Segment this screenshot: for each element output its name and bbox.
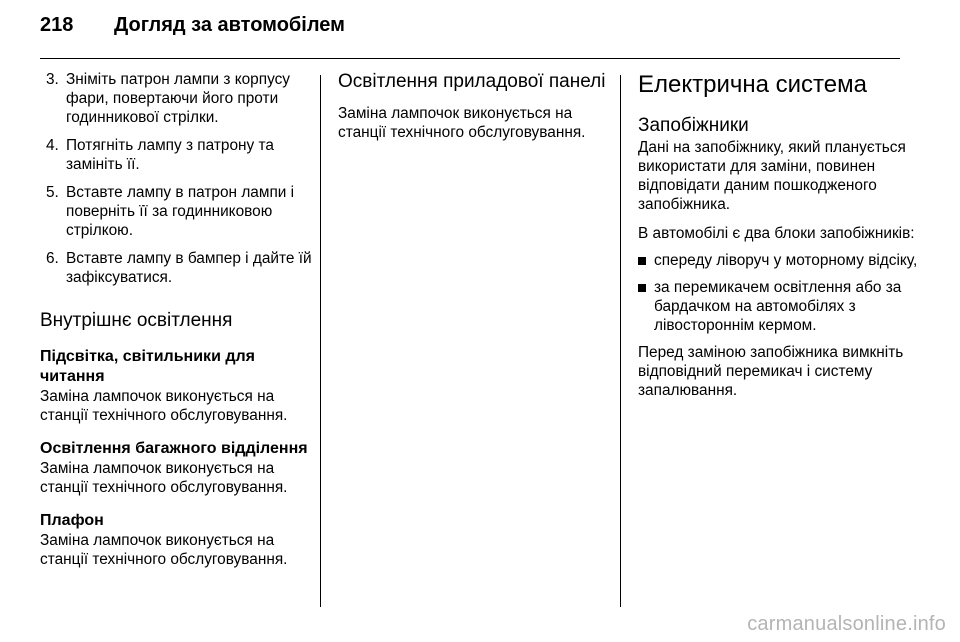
step-item bbox=[40, 183, 312, 240]
step-number: 4. bbox=[46, 137, 59, 154]
step-item bbox=[40, 249, 312, 287]
interior-lighting-heading: Внутрішнє освітлення bbox=[40, 310, 233, 331]
column-3 bbox=[638, 70, 918, 400]
fuses-paragraph-1: Дані на запобіжнику, який планується використати для заміни, повинен відповідати даним пошкодженого запобіжника. bbox=[638, 139, 906, 213]
column-2 bbox=[338, 70, 608, 142]
list-item-text: спереду ліворуч у моторному відсіку, bbox=[654, 252, 918, 269]
bullet-square-icon bbox=[638, 284, 646, 292]
list-item bbox=[638, 278, 918, 335]
dome-light-heading: Плафон bbox=[40, 512, 104, 529]
step-text: Вставте лампу в патрон лампи і поверніть її за годинниковою стрілкою. bbox=[66, 184, 295, 239]
bullet-square-icon bbox=[638, 257, 646, 265]
page-title: Догляд за автомобілем bbox=[114, 14, 345, 36]
fuses-heading: Запобіжники bbox=[638, 115, 749, 136]
step-item bbox=[40, 70, 312, 127]
list-item-text: за перемикачем освітлення або за бардачком на автомобілях з лівостороннім кермом. bbox=[654, 279, 902, 334]
step-number: 3. bbox=[46, 71, 59, 88]
column-divider-2 bbox=[620, 75, 621, 607]
fuse-box-list bbox=[638, 251, 918, 335]
instrument-panel-heading: Освітлення приладової панелі bbox=[338, 71, 606, 92]
step-item bbox=[40, 136, 312, 174]
page-number: 218 bbox=[40, 14, 74, 36]
step-text: Вставте лампу в бампер і дайте їй зафіксуватися. bbox=[66, 250, 312, 286]
instrument-panel-text: Заміна лампочок виконується на станції технічного обслуговування. bbox=[338, 105, 586, 141]
column-divider-1 bbox=[320, 75, 321, 607]
steps-list bbox=[40, 70, 312, 287]
fuses-paragraph-3: Перед заміною запобіжника вимкніть відповідний перемикач і систему запалювання. bbox=[638, 344, 904, 399]
reading-lights-text: Заміна лампочок виконується на станції технічного обслуговування. bbox=[40, 388, 288, 424]
step-text: Потягніть лампу з патрону та замініть її. bbox=[66, 137, 274, 173]
step-number: 6. bbox=[46, 250, 59, 267]
dome-light-text: Заміна лампочок виконується на станції технічного обслуговування. bbox=[40, 532, 288, 568]
fuses-paragraph-2: В автомобілі є два блоки запобіжників: bbox=[638, 225, 915, 242]
trunk-lighting-text: Заміна лампочок виконується на станції технічного обслуговування. bbox=[40, 460, 288, 496]
step-number: 5. bbox=[46, 184, 59, 201]
reading-lights-heading: Підсвітка, світильники для читання bbox=[40, 348, 255, 385]
watermark: carmanualsonline.info bbox=[747, 613, 946, 635]
column-1 bbox=[40, 70, 312, 569]
step-text: Зніміть патрон лампи з корпусу фари, повертаючи його проти годинникової стрілки. bbox=[66, 71, 290, 126]
list-item bbox=[638, 251, 918, 270]
electrical-system-heading: Електрична система bbox=[638, 71, 867, 98]
trunk-lighting-heading: Освітлення багажного відділення bbox=[40, 440, 308, 457]
header-divider bbox=[40, 58, 900, 59]
page-header bbox=[40, 14, 920, 48]
